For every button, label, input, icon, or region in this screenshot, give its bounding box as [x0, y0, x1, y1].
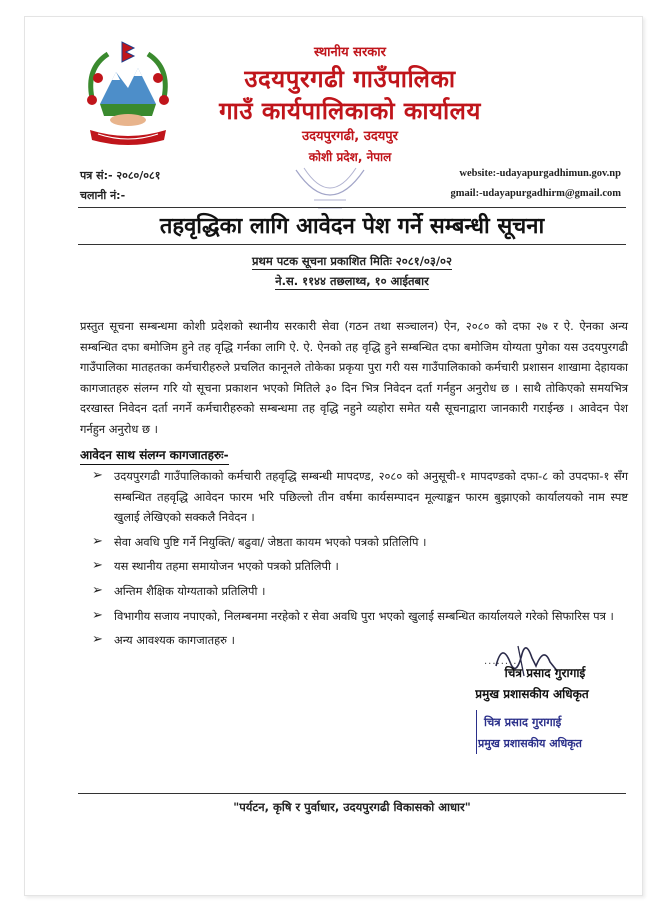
letter-number: पत्र सं:- २०८०/०८१ [80, 169, 161, 182]
documents-list [88, 466, 628, 655]
list-item [88, 466, 628, 528]
government-label: स्थानीय सरकार [314, 45, 386, 60]
footer-motto: "पर्यटन, कृषि र पुर्वाधार, उदयपुरगढी विकासको आधार" [233, 800, 471, 814]
arrow-bullet-icon: ➢ [92, 582, 103, 598]
list-item-text: यस स्थानीय तहमा समायोजन भएको पत्रको प्रतिलिपी । [114, 559, 339, 574]
website-link[interactable]: website:-udayapurgadhimun.gov.np [459, 168, 621, 179]
list-item-text: सेवा अवधि पुष्टि गर्ने नियुक्ति/ बढुवा/ जेष्ठता कायम भएको पत्रको प्रतिलिपि । [114, 534, 427, 549]
notice-title: तहवृद्धिका लागि आवेदन पेश गर्ने सम्बन्धी सूचना [159, 214, 545, 239]
arrow-bullet-icon: ➢ [92, 533, 103, 549]
documents-heading: आवेदन साथ संलग्न कागजातहरुः- [80, 446, 229, 465]
title-underline [78, 244, 626, 245]
list-item-text: अन्तिम शैक्षिक योग्यताको प्रतिलिपी । [114, 583, 266, 598]
list-item-text: उदयपुरगढी गाउँपालिकाको कर्मचारी तहवृद्धि सम्बन्धी मापदण्ड, २०८० को अनुसूची-१ मापदण्डको दफा-८ को उपदफा-१ सँग सम्बन्धित तहवृद्धि आवेदन फारम भरि पछिल्लो तीन वर्षमा कार्यसम्पादन मूल्याङ्कन फारम बुझाएको कार्यालयको नाम स्पष्ट खुलाई लेखिएको सक्कलै निवेदन । [114, 469, 628, 525]
office-address: उदयपुरगढी, उदयपुर [301, 129, 398, 144]
dispatch-number: चलानी नं:- [80, 189, 126, 202]
arrow-bullet-icon: ➢ [92, 607, 103, 623]
list-item-text: विभागीय सजाय नपाएको, निलम्बनमा नरहेको र सेवा अवधि पुरा भएको खुलाई सम्बन्धित कार्यालयले गरेको सिफारिस पत्र । [114, 608, 614, 623]
email-link[interactable]: gmail:-udayapurgadhirm@gmail.com [450, 188, 621, 199]
signature-dots: ........ [484, 656, 518, 667]
first-published-date [78, 254, 626, 269]
footer-divider [78, 793, 626, 794]
list-item [88, 606, 628, 627]
arrow-bullet-icon: ➢ [92, 468, 103, 483]
list-item [88, 532, 628, 553]
signatory-name: चित्र प्रसाद गुरागाई [504, 666, 586, 680]
province-label: कोशी प्रदेश, नेपाल [308, 150, 392, 164]
arrow-bullet-icon: ➢ [92, 632, 103, 648]
list-item [88, 556, 628, 577]
notice-body: प्रस्तुत सूचना सम्बन्धमा कोशी प्रदेशको स्थानीय सरकारी सेवा (गठन तथा सञ्चालन) ऐन, २०८० को दफा २७ र ऐ. ऐनका अन्य सम्बन्धित दफा बमोजिम हुने तह वृद्धि गर्नका लागि ऐ. ऐ. ऐनको तह वृद्धि हुने सम्बन्धित दफा बमोजिम योग्यता पुगेका यस उदयपुरगढी गाउँपालिका मातहतका कर्मचारीहरुले प्रचलित कानूनले तोकेका प्रकृया पुरा गरी यस गाउँपालिकाको कर्मचारी प्रशासन शाखामा देहायका कागजातहरु संलग्न गरि यो सूचना प्रकाशन भएको मितिले ३० दिन भित्र निवेदन दर्ता गर्नहुन अनुरोध छ । साथै तोकिएको समयभित्र दरखास्त निवेदन दर्ता नगर्ने कर्मचारीहरुको सम्बन्धमा तह वृद्धि नहुने व्यहोरा समेत यसै सूचनाद्वारा जानकारी गराईन्छ । आवेदन पेश गर्नहुन अनुरोध छ । [80, 319, 628, 436]
header-divider [78, 207, 626, 208]
nepal-samvat-date [78, 274, 626, 289]
first-published-text: प्रथम पटक सूचना प्रकाशित मितिः २०८१/०३/०२ [251, 254, 453, 268]
list-item-text: अन्य आवश्यक कागजातहरु । [114, 633, 235, 648]
nepal-emblem-icon [78, 38, 178, 150]
list-item [88, 581, 628, 602]
arrow-bullet-icon: ➢ [92, 558, 103, 574]
office-name: गाउँ कार्यपालिकाको कार्यालय [219, 97, 481, 125]
municipality-name: उदयपुरगढी गाउँपालिका [244, 65, 456, 93]
nepal-samvat-text: ने.स. ११४४ तछलाथ्व, १० आईतबार [275, 274, 429, 288]
stamp-title: प्रमुख प्रशासकीय अधिकृत [478, 737, 582, 750]
signatory-title: प्रमुख प्रशासकीय अधिकृत [475, 687, 589, 701]
stamp-name: चित्र प्रसाद गुरागाई [484, 715, 562, 729]
